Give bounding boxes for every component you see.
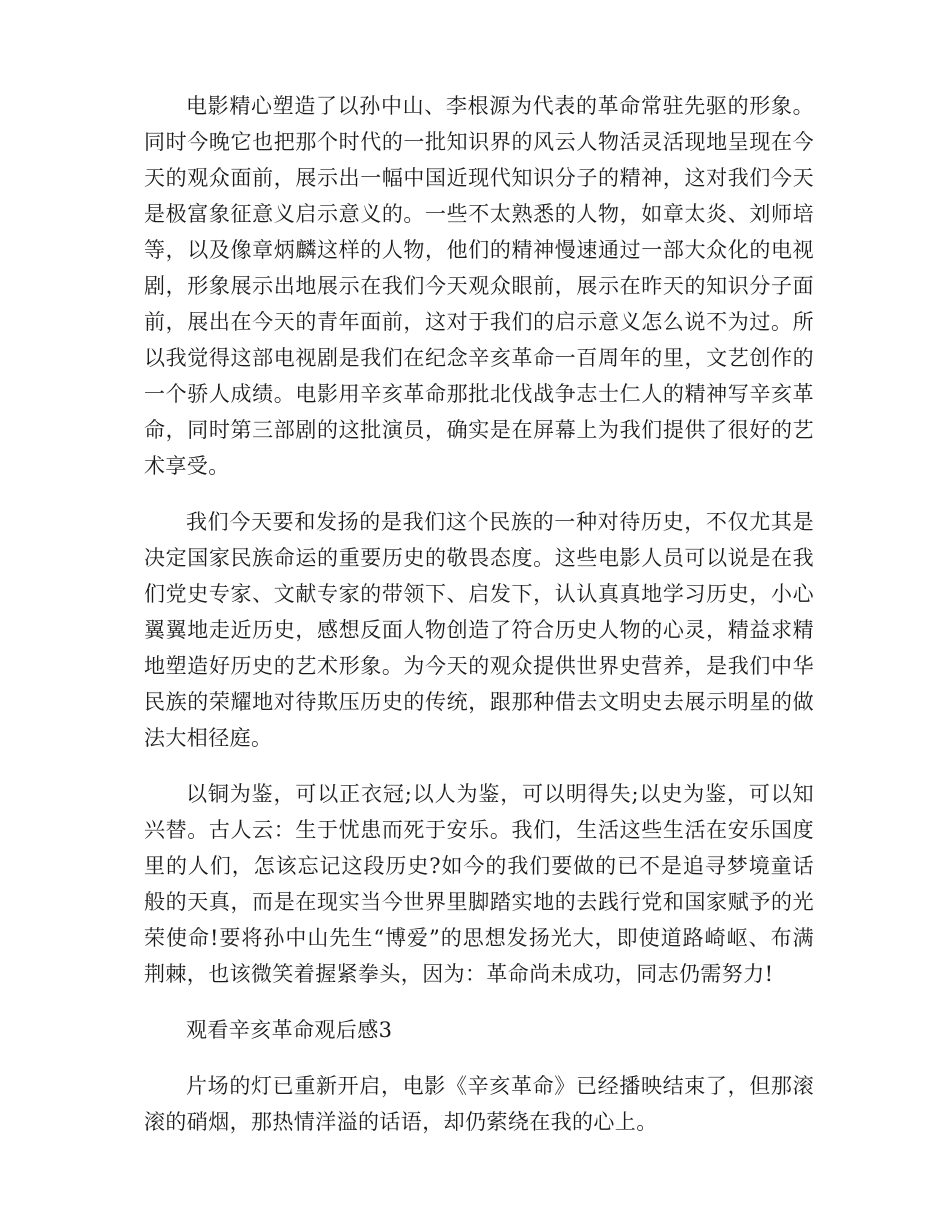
paragraph-3: 以铜为鉴，可以正衣冠;以人为鉴，可以明得失;以史为鉴，可以知兴替。古人云：生于忧患而死于安乐。我们，生活这些生活在安乐国度里的人们，怎该忘记这段历史?如今的我们要做的已不是追寻梦境童话般的天真，而是在现实当今世界里脚踏实地的去践行党和国家赋予的光荣使命!要将孙中山先生“博爱”的思想发扬光大，即使道路崎岖、布满荆棘，也该微笑着握紧拳头，因为：革命尚未成功，同志仍需努力! [144, 782, 814, 986]
paragraph-4: 片场的灯已重新开启，电影《辛亥革命》已经播映结束了，但那滚滚的硝烟，那热情洋溢的话语，却仍萦绕在我的心上。 [144, 1074, 814, 1134]
section-heading: 观看辛亥革命观后感3 [186, 1018, 393, 1042]
paragraph-2: 我们今天要和发扬的是我们这个民族的一种对待历史，不仅尤其是决定国家民族命运的重要历史的敬畏态度。这些电影人员可以说是在我们党史专家、文献专家的带领下、启发下，认认真真地学习历史，小心翼翼地走近历史，感想反面人物创造了符合历史人物的心灵，精益求精地塑造好历史的艺术形象。为今天的观众提供世界史营养，是我们中华民族的荣耀地对待欺压历史的传统，跟那种借去文明史去展示明星的做法大相径庭。 [144, 510, 814, 750]
document-page [144, 88, 814, 1160]
paragraph-1: 电影精心塑造了以孙中山、李根源为代表的革命常驻先驱的形象。同时今晚它也把那个时代的一批知识界的风云人物活灵活现地呈现在今天的观众面前，展示出一幅中国近现代知识分子的精神，这对我们今天是极富象征意义启示意义的。一些不太熟悉的人物，如章太炎、刘师培等，以及像章炳麟这样的人物，他们的精神慢速通过一部大众化的电视剧，形象展示出地展示在我们今天观众眼前，展示在昨天的知识分子面前，展出在今天的青年面前，这对于我们的启示意义怎么说不为过。所以我觉得这部电视剧是我们在纪念辛亥革命一百周年的里，文艺创作的一个骄人成绩。电影用辛亥革命那批北伐战争志士仁人的精神写辛亥革命，同时第三部剧的这批演员，确实是在屏幕上为我们提供了很好的艺术享受。 [144, 94, 814, 478]
